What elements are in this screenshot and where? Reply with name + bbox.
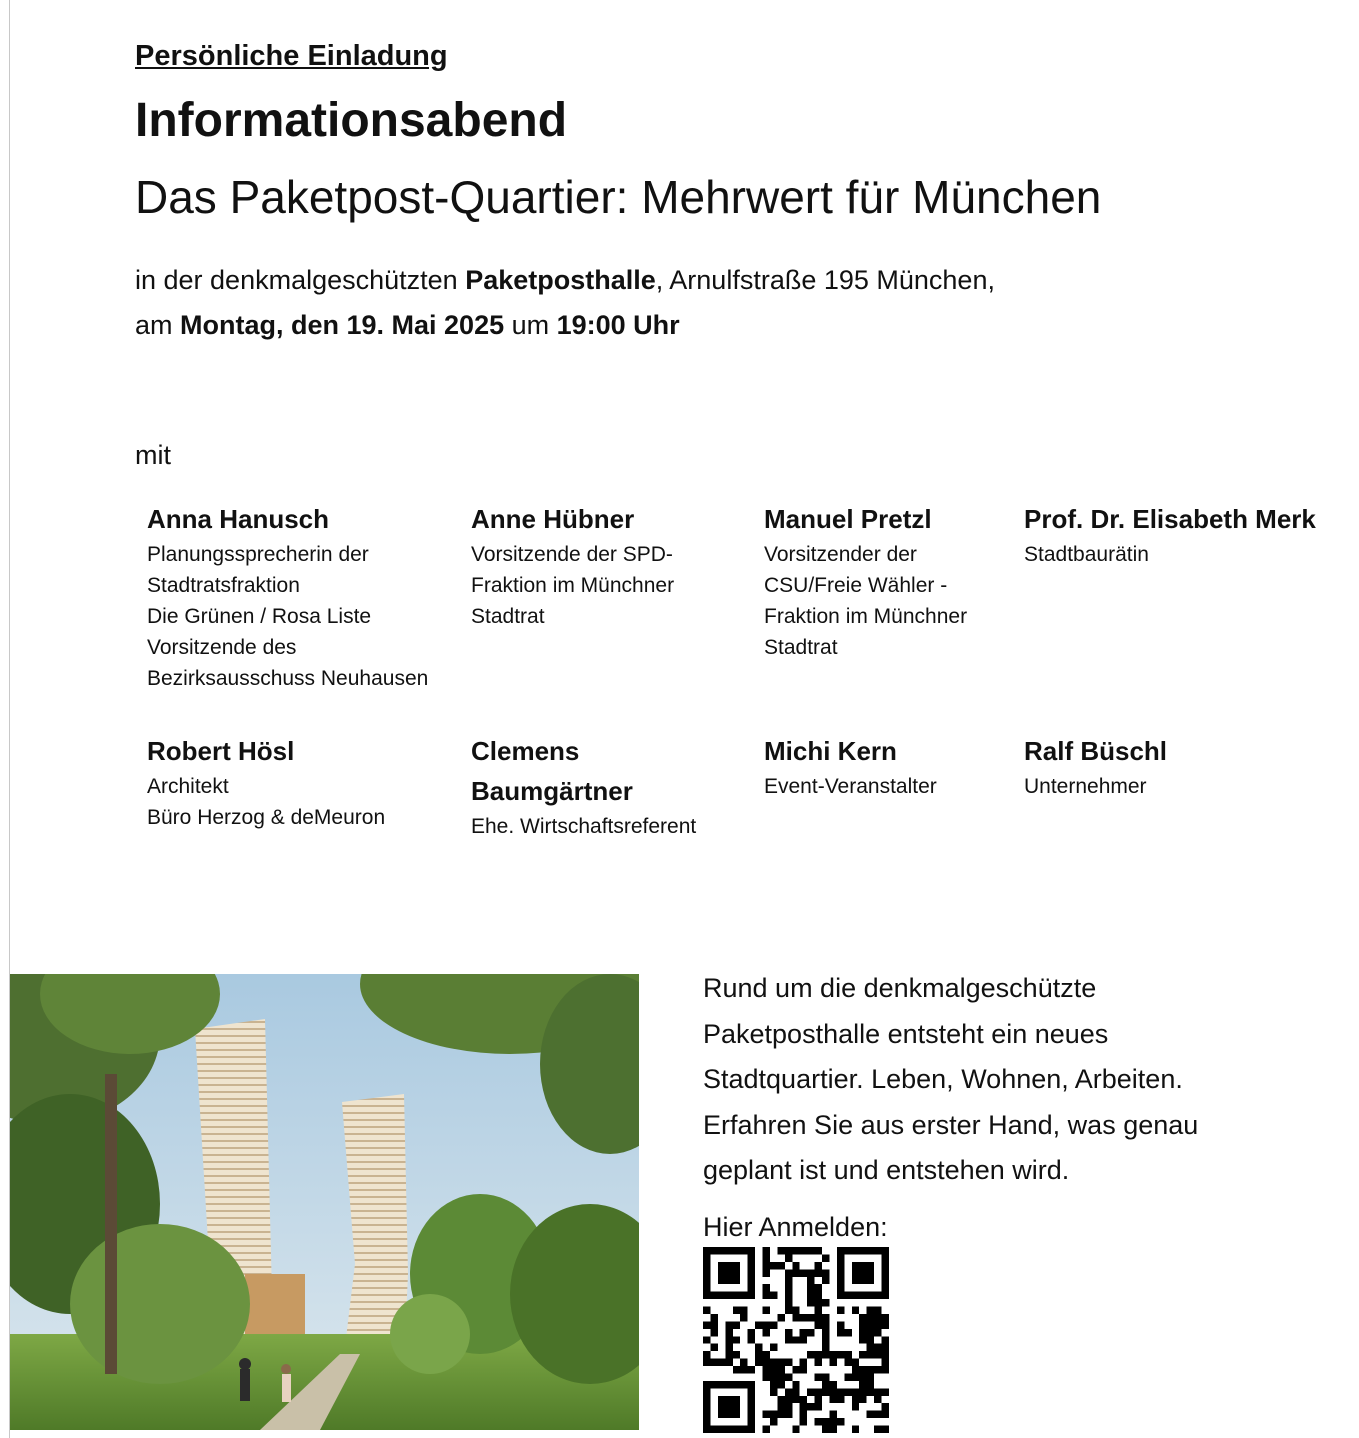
description-line: Erfahren Sie aus erster Hand, was genau <box>703 1109 1199 1140</box>
speaker-role: Vorsitzende des <box>147 636 297 659</box>
event-date: Montag, den 19. Mai 2025 <box>180 310 505 340</box>
speaker-role: Stadtbaurätin <box>1024 543 1149 566</box>
speaker-role: Event-Veranstalter <box>764 775 937 798</box>
speaker-name: Ralf Büschl <box>1024 736 1168 766</box>
description-text <box>703 966 1303 1194</box>
speaker-name: Anne Hübner <box>471 504 635 534</box>
date-line <box>135 310 680 341</box>
speaker-name: Robert Hösl <box>147 736 295 766</box>
speaker-role: Büro Herzog & deMeuron <box>147 806 386 829</box>
speaker-role: Stadtrat <box>471 605 545 628</box>
venue-line <box>135 265 995 296</box>
event-time: 19:00 Uhr <box>556 310 680 340</box>
speaker-role: Ehe. Wirtschaftsreferent <box>471 815 697 838</box>
speaker-role: Planungssprecherin der <box>147 543 369 566</box>
description-line: Rund um die denkmalgeschützte <box>703 973 1097 1003</box>
description-line: Paketposthalle entsteht ein neues <box>703 1018 1109 1049</box>
speaker-role: Stadtratsfraktion <box>147 574 300 597</box>
speaker-role: Unternehmer <box>1024 775 1147 798</box>
venue-prefix: in der denkmalgeschützten <box>135 265 466 295</box>
speaker-role: Fraktion im Münchner <box>764 605 968 628</box>
speaker-card <box>471 499 674 632</box>
speaker-card <box>1024 499 1316 570</box>
description-line: Stadtquartier. Leben, Wohnen, Arbeiten. <box>703 1064 1183 1094</box>
invitation-kicker: Persönliche Einladung <box>135 40 448 72</box>
speaker-role: CSU/Freie Wähler - <box>764 574 948 597</box>
rendering-image <box>10 974 639 1430</box>
date-prefix: am <box>135 310 181 340</box>
speaker-card <box>764 499 967 663</box>
speaker-name-line: Baumgärtner <box>471 776 633 806</box>
speaker-name: Prof. Dr. Elisabeth Merk <box>1024 504 1316 534</box>
speakers-intro: mit <box>135 440 171 470</box>
speaker-card <box>147 499 428 694</box>
speaker-card <box>147 731 385 833</box>
register-label: Hier Anmelden: <box>703 1212 888 1242</box>
speaker-role: Vorsitzender der <box>764 543 917 566</box>
speaker-role: Architekt <box>147 775 229 798</box>
speaker-name-line: Clemens <box>471 736 580 766</box>
speaker-card <box>764 731 937 802</box>
time-prefix: um <box>504 310 557 340</box>
speaker-name: Manuel Pretzl <box>764 504 932 534</box>
event-title: Informationsabend <box>135 94 568 147</box>
speaker-card <box>471 731 696 842</box>
event-subtitle: Das Paketpost-Quartier: Mehrwert für München <box>135 171 1102 223</box>
speaker-card <box>1024 731 1167 802</box>
venue-name: Paketposthalle <box>465 265 656 295</box>
speaker-role: Stadtrat <box>764 636 838 659</box>
description-line: geplant ist und entstehen wird. <box>703 1155 1070 1185</box>
speaker-name: Michi Kern <box>764 736 897 766</box>
qr-code-icon[interactable] <box>703 1247 889 1433</box>
speaker-role: Fraktion im Münchner <box>471 574 675 597</box>
speaker-name: Anna Hanusch <box>147 504 330 534</box>
venue-address: , Arnulfstraße 195 München, <box>655 265 995 295</box>
speaker-role: Die Grünen / Rosa Liste <box>147 605 372 628</box>
speaker-role: Bezirksausschuss Neuhausen <box>147 667 429 690</box>
speaker-role: Vorsitzende der SPD- <box>471 543 673 566</box>
